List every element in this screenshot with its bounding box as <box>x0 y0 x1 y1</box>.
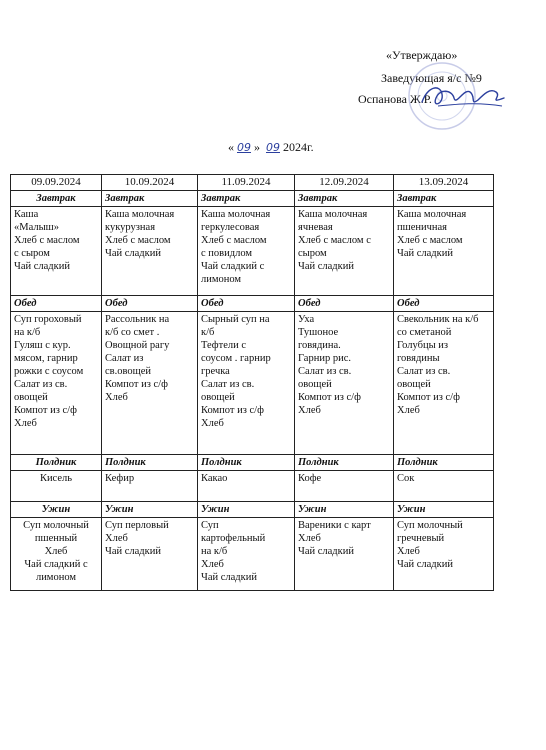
meal-label-lunch: Обед <box>394 296 494 312</box>
meal-label-dinner: Ужин <box>394 502 494 518</box>
lunch-cell: Сырный суп на к/б Тефтели с соусом . гарнир гречка Салат из св. овощей Компот из с/ф Хлеб <box>198 312 295 455</box>
dinner-cell: Суп перловый Хлеб Чай сладкий <box>102 518 198 591</box>
approval-name: Оспанова Ж.Р. <box>358 92 432 106</box>
meal-label-snack: Полдник <box>394 455 494 471</box>
breakfast-row <box>11 207 494 296</box>
meal-label-snack: Полдник <box>11 455 102 471</box>
date-cell: 11.09.2024 <box>198 175 295 191</box>
breakfast-cell: Каша молочная пшеничная Хлеб с маслом Чай сладкий <box>394 207 494 296</box>
lunch-cell: Рассольник на к/б со смет . Овощной рагу Салат из св.овощей Компот из с/ф Хлеб <box>102 312 198 455</box>
date-month: 09 <box>266 141 280 154</box>
date-open-quote: « <box>228 140 234 154</box>
date-header-row <box>11 175 494 191</box>
meal-label-breakfast: Завтрак <box>295 191 394 207</box>
date-cell: 13.09.2024 <box>394 175 494 191</box>
approval-heading: «Утверждаю» <box>386 48 458 62</box>
meal-label-dinner: Ужин <box>295 502 394 518</box>
snack-cell: Кофе <box>295 471 394 502</box>
lunch-cell: Суп гороховый на к/б Гуляш с кур. мясом, гарнир рожки с соусом Салат из св. овощей Компот из с/ф Хлеб <box>11 312 102 455</box>
approval-position: Заведующая я/с №9 <box>381 71 482 85</box>
breakfast-cell: Каша «Малыш» Хлеб с маслом с сыром Чай сладкий <box>11 207 102 296</box>
breakfast-cell: Каша молочная кукурузная Хлеб с маслом Чай сладкий <box>102 207 198 296</box>
date-cell: 12.09.2024 <box>295 175 394 191</box>
lunch-row <box>11 312 494 455</box>
breakfast-label-row <box>11 191 494 207</box>
snack-cell: Кисель <box>11 471 102 502</box>
lunch-cell: Уха Тушоное говядина. Гарнир рис. Салат из св. овощей Компот из с/ф Хлеб <box>295 312 394 455</box>
snack-cell: Какао <box>198 471 295 502</box>
date-close-quote: » <box>254 140 263 154</box>
meal-label-snack: Полдник <box>102 455 198 471</box>
breakfast-cell: Каша молочная геркулесовая Хлеб с маслом с повидлом Чай сладкий с лимоном <box>198 207 295 296</box>
meal-label-dinner: Ужин <box>11 502 102 518</box>
lunch-cell: Свекольник на к/б со сметаной Голубцы из говядины Салат из св. овощей Компот из с/ф Хлеб <box>394 312 494 455</box>
dinner-label-row <box>11 502 494 518</box>
meal-label-lunch: Обед <box>198 296 295 312</box>
meal-label-breakfast: Завтрак <box>198 191 295 207</box>
meal-label-snack: Полдник <box>198 455 295 471</box>
snack-cell: Сок <box>394 471 494 502</box>
meal-label-breakfast: Завтрак <box>11 191 102 207</box>
dinner-cell: Вареники с карт Хлеб Чай сладкий <box>295 518 394 591</box>
meal-label-lunch: Обед <box>11 296 102 312</box>
meal-label-breakfast: Завтрак <box>102 191 198 207</box>
meal-label-breakfast: Завтрак <box>394 191 494 207</box>
meal-label-lunch: Обед <box>102 296 198 312</box>
meal-label-dinner: Ужин <box>198 502 295 518</box>
weekly-menu-table <box>10 174 494 591</box>
dinner-row <box>11 518 494 591</box>
dinner-cell: Суп молочный пшенный Хлеб Чай сладкий с лимоном <box>11 518 102 591</box>
meal-label-dinner: Ужин <box>102 502 198 518</box>
breakfast-cell: Каша молочная ячневая Хлеб с маслом с сыром Чай сладкий <box>295 207 394 296</box>
lunch-label-row <box>11 296 494 312</box>
date-day: 09 <box>237 141 251 154</box>
date-cell: 09.09.2024 <box>11 175 102 191</box>
snack-cell: Кефир <box>102 471 198 502</box>
dinner-cell: Суп молочный гречневый Хлеб Чай сладкий <box>394 518 494 591</box>
document-date <box>228 140 314 155</box>
snack-label-row <box>11 455 494 471</box>
date-cell: 10.09.2024 <box>102 175 198 191</box>
date-year: 2024г. <box>283 140 314 154</box>
meal-label-snack: Полдник <box>295 455 394 471</box>
snack-row <box>11 471 494 502</box>
meal-label-lunch: Обед <box>295 296 394 312</box>
dinner-cell: Суп картофельный на к/б Хлеб Чай сладкий <box>198 518 295 591</box>
handwritten-signature <box>418 80 508 114</box>
